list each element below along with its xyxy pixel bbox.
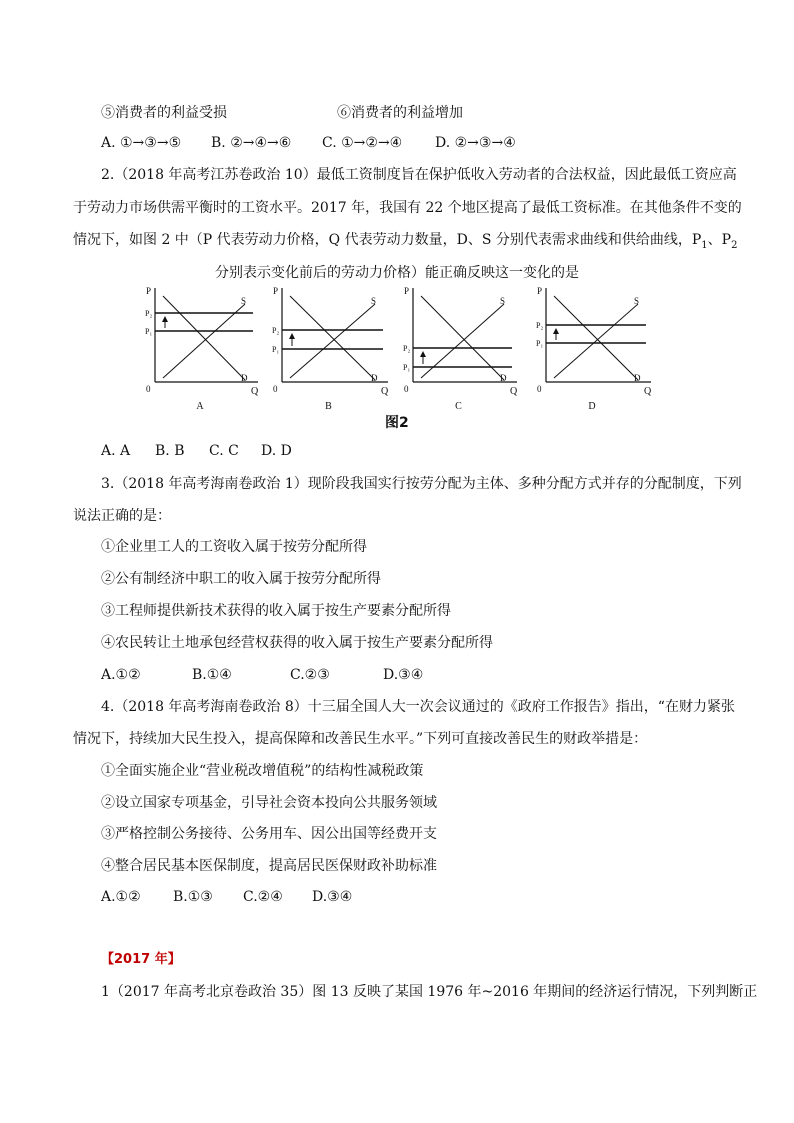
q-axis-label: Q <box>644 386 652 397</box>
answer-option: A. A <box>101 443 131 459</box>
p-axis-label: P <box>273 286 279 296</box>
answer-option: B. B <box>155 443 185 459</box>
p1-label: P₁ <box>536 339 544 348</box>
arrow-head <box>289 333 295 339</box>
arrow-head <box>553 328 559 334</box>
sub-2: 2 <box>731 239 738 251</box>
d-label: D <box>371 373 378 383</box>
s-label: S <box>371 296 377 306</box>
option-5: ⑤消费者的利益受损 <box>101 105 227 121</box>
q2-line3-mid: 、P <box>707 232 732 248</box>
q2-line2: 于劳动力市场供需平衡时的工资水平。2017 年，我国有 22 个地区提高了最低工资标准。在其他条件不变的 <box>73 200 742 216</box>
p-axis-label: P <box>146 286 152 296</box>
q4-item-2: ②设立国家专项基金，引导社会资本投向公共服务领域 <box>101 795 437 811</box>
q4-item-3: ③严格控制公务接待、公务用车、因公出国等经费开支 <box>101 826 437 842</box>
answer-option: A.①② <box>101 889 141 905</box>
answer-option: D. D <box>261 443 292 459</box>
answer-option: B. ②→④→⑥ <box>211 135 292 151</box>
chart-name-label: B <box>325 401 332 412</box>
origin-label: 0 <box>404 384 409 394</box>
p1-label: P₁ <box>272 345 280 354</box>
p1-label: P₁ <box>145 327 153 336</box>
q3-answer-options <box>101 666 423 684</box>
prev-answer-options <box>101 134 516 152</box>
answer-option: D.③④ <box>383 667 424 683</box>
q3-item-1: ①企业里工人的工资收入属于按劳分配所得 <box>101 539 367 555</box>
section-2017: 【2017 年】 <box>101 952 181 967</box>
q2-answer-options <box>101 442 292 460</box>
d-label: D <box>241 373 248 383</box>
figure-2 <box>0 282 794 417</box>
q4-line2: 情况下，持续加大民生投入，提高保障和改善民生水平。”下列可直接改善民生的财政举措是： <box>73 731 648 747</box>
q2-line3 <box>73 231 737 255</box>
q3-item-4: ④农民转让土地承包经营权获得的收入属于按生产要素分配所得 <box>101 635 493 651</box>
q3-line2: 说法正确的是： <box>73 508 171 524</box>
answer-option: A. ①→③→⑤ <box>101 135 182 151</box>
q-axis-label: Q <box>251 386 259 397</box>
origin-label: 0 <box>273 384 278 394</box>
p2-label: P₂ <box>403 344 411 353</box>
p1-label: P₁ <box>403 363 411 372</box>
q3-item-3: ③工程师提供新技术获得的收入属于按生产要素分配所得 <box>101 603 451 619</box>
q3-line1: 3.（2018 年高考海南卷政治 1）现阶段我国实行按劳分配为主体、多种分配方式并存的分配制度，下列 <box>101 476 742 492</box>
answer-option: C.②④ <box>243 889 283 905</box>
q4-line1: 4.（2018 年高考海南卷政治 8）十三届全国人大一次会议通过的《政府工作报告》指出，“在财力紧张 <box>101 699 735 715</box>
chart-name-label: A <box>196 401 204 412</box>
answer-option: D. ②→③→④ <box>435 135 516 151</box>
p2-label: P₂ <box>536 321 544 330</box>
chart-name-label: C <box>455 401 462 412</box>
p2-label: P₂ <box>272 326 280 335</box>
q4-answer-options <box>101 888 352 906</box>
origin-label: 0 <box>146 384 151 394</box>
answer-option: D.③④ <box>312 889 353 905</box>
arrow-head <box>420 351 426 357</box>
q-axis-label: Q <box>510 386 518 397</box>
q3-item-2: ②公有制经济中职工的收入属于按劳分配所得 <box>101 571 381 587</box>
answer-option: B.①③ <box>173 889 213 905</box>
arrow-head <box>162 316 168 322</box>
answer-option: C.②③ <box>290 667 330 683</box>
figure-caption: 图2 <box>385 415 409 431</box>
answer-option: C. C <box>209 443 239 459</box>
d-label: D <box>634 373 641 383</box>
q2-line1: 2.（2018 年高考江苏卷政治 10）最低工资制度旨在保护低收入劳动者的合法权益，因此最低工资应高 <box>101 167 737 183</box>
sub-1: 1 <box>701 239 708 251</box>
origin-label: 0 <box>537 384 542 394</box>
p-axis-label: P <box>404 286 410 296</box>
option-6: ⑥消费者的利益增加 <box>337 105 463 121</box>
s-label: S <box>241 296 247 306</box>
q-axis-label: Q <box>381 386 389 397</box>
q5-line1: 1（2017 年高考北京卷政治 35）图 13 反映了某国 1976 年~2016 年期间的经济运行情况，下列判断正 <box>101 984 758 1000</box>
q4-item-1: ①全面实施企业“营业税改增值税”的结构性减税政策 <box>101 763 424 779</box>
q2-line4: 分别表示变化前后的劳动力价格）能正确反映这一变化的是 <box>215 265 579 281</box>
p-axis-label: P <box>537 286 543 296</box>
answer-option: A.①② <box>101 667 141 683</box>
p2-label: P₂ <box>145 309 153 318</box>
answer-option: C. ①→②→④ <box>322 135 403 151</box>
q2-line3-text: 情况下，如图 2 中（P 代表劳动力价格，Q 代表劳动力数量，D、S 分别代表需求曲线和供给曲线，P <box>73 232 702 248</box>
q4-item-4: ④整合居民基本医保制度，提高居民医保财政补助标准 <box>101 858 437 874</box>
s-label: S <box>500 296 506 306</box>
chart-name-label: D <box>588 401 596 412</box>
s-label: S <box>634 296 640 306</box>
d-label: D <box>500 373 507 383</box>
answer-option: B.①④ <box>192 667 232 683</box>
